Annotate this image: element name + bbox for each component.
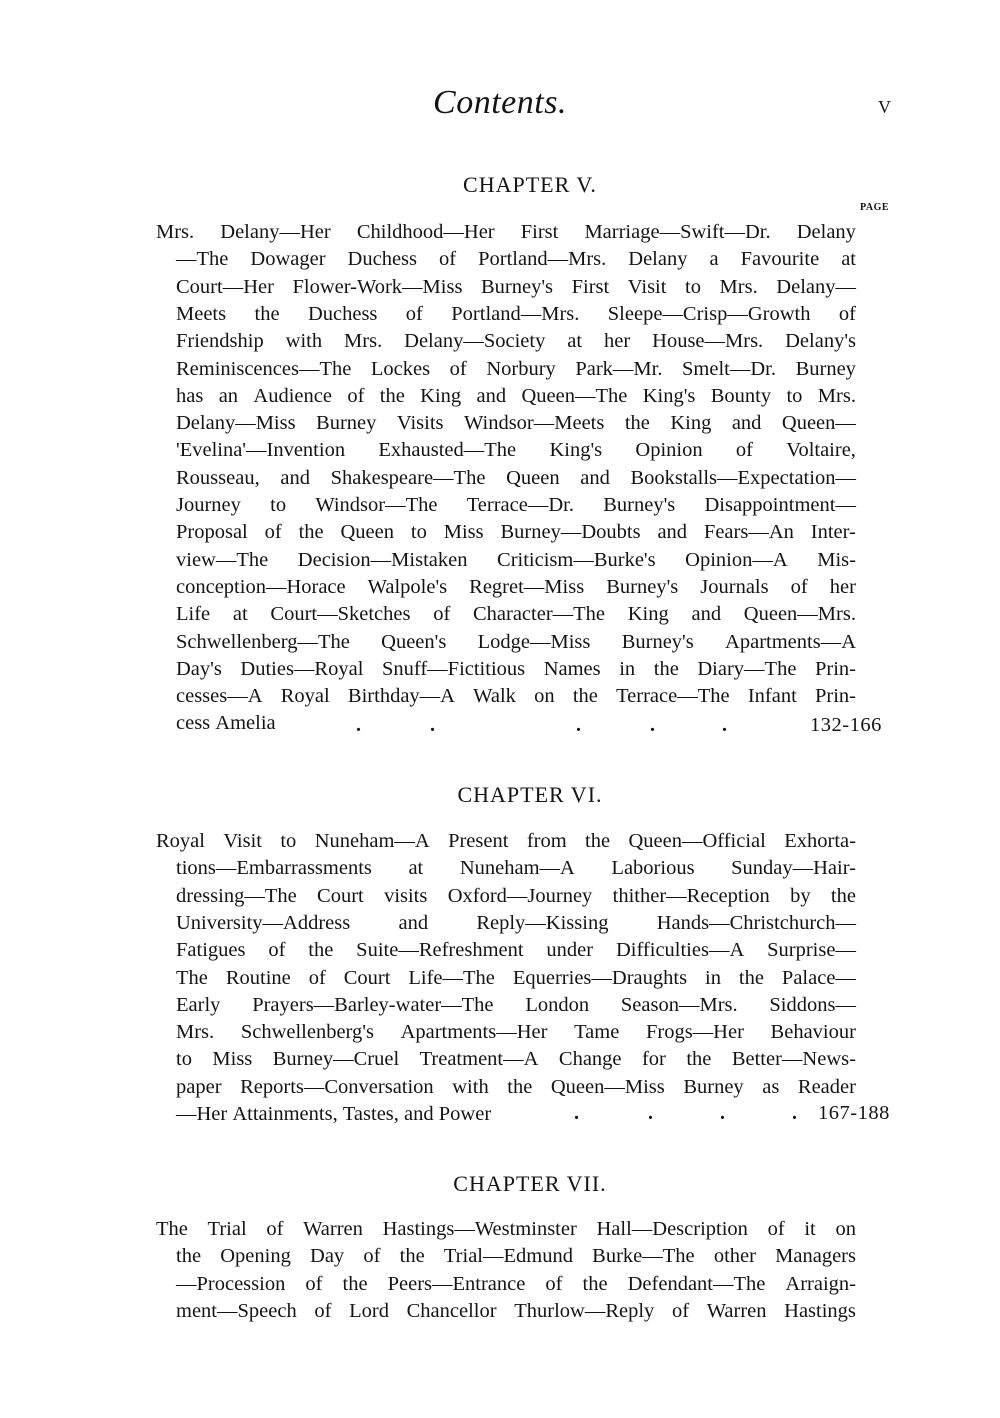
running-head-title: Contents. [433, 84, 567, 121]
summary-line: tions—Embarrassments at Nuneham—A Laborious Sunday—Hair- [176, 857, 856, 880]
leader-dot: . [722, 714, 727, 736]
summary-line: 'Evelina'—Invention Exhausted—The King's Opinion of Voltaire, [176, 439, 856, 462]
summary-line: has an Audience of the King and Queen—The King's Bounty to Mrs. [176, 384, 856, 407]
leader-dot: . [430, 714, 435, 736]
page-range: 132-166 [810, 714, 882, 736]
chapter-heading: CHAPTER VI. [457, 782, 603, 807]
leader-dot: . [356, 714, 361, 736]
summary-line: Journey to Windsor—The Terrace—Dr. Burney's Disappointment— [176, 494, 856, 516]
summary-line: to Miss Burney—Cruel Treatment—A Change for the Better—News- [176, 1048, 856, 1071]
summary-line: Schwellenberg—The Queen's Lodge—Miss Burney's Apartments—A [176, 630, 856, 653]
page-column-label: PAGE [860, 202, 890, 213]
summary-line: Early Prayers—Barley-water—The London Season—Mrs. Siddons— [176, 993, 856, 1016]
summary-line: view—The Decision—Mistaken Criticism—Burke's Opinion—A Mis- [176, 548, 856, 571]
summary-line: ment—Speech of Lord Chancellor Thurlow—Reply of Warren Hastings [176, 1299, 856, 1322]
leader-dot: . [792, 1102, 797, 1124]
summary-line: Life at Court—Sketches of Character—The King and Queen—Mrs. [176, 603, 856, 626]
summary-line: Mrs. Delany—Her Childhood—Her First Marriage—Swift—Dr. Delany [156, 221, 856, 243]
summary-line: —Her Attainments, Tastes, and Power [176, 1103, 492, 1125]
leader-dot: . [720, 1102, 725, 1124]
summary-line: —Procession of the Peers—Entrance of the Defendant—The Arraign- [176, 1272, 856, 1295]
summary-line: Meets the Duchess of Portland—Mrs. Sleepe—Crisp—Growth of [176, 302, 856, 325]
summary-line: Day's Duties—Royal Snuff—Fictitious Names in the Diary—The Prin- [176, 657, 856, 680]
summary-line: paper Reports—Conversation with the Queen—Miss Burney as Reader [176, 1075, 856, 1098]
leader-dot: . [574, 1102, 579, 1124]
summary-line: The Routine of Court Life—The Equerries—Draughts in the Palace— [176, 966, 856, 989]
chapter-heading: CHAPTER V. [463, 172, 597, 197]
page-range: 167-188 [818, 1102, 890, 1124]
summary-line: Rousseau, and Shakespeare—The Queen and Bookstalls—Expectation— [176, 466, 856, 489]
summary-line: cesses—A Royal Birthday—A Walk on the Terrace—The Infant Prin- [176, 685, 856, 708]
summary-line: Proposal of the Queen to Miss Burney—Doubts and Fears—An Inter- [176, 521, 856, 544]
page-number: v [878, 90, 891, 119]
leader-dot: . [650, 714, 655, 736]
summary-line: Mrs. Schwellenberg's Apartments—Her Tame Frogs—Her Behaviour [176, 1021, 856, 1044]
summary-line: cess Amelia [176, 712, 276, 735]
summary-line: Fatigues of the Suite—Refreshment under Difficulties—A Surprise— [176, 939, 856, 962]
summary-line: dressing—The Court visits Oxford—Journey thither—Reception by the [176, 884, 856, 907]
summary-line: —The Dowager Duchess of Portland—Mrs. Delany a Favourite at [176, 248, 856, 271]
leader-dot: . [576, 714, 581, 736]
summary-line: Reminiscences—The Lockes of Norbury Park—Mr. Smelt—Dr. Burney [176, 357, 856, 380]
summary-line: The Trial of Warren Hastings—Westminster Hall—Description of it on [156, 1218, 856, 1240]
summary-line: Royal Visit to Nuneham—A Present from the Queen—Official Exhorta- [156, 830, 856, 852]
summary-line: University—Address and Reply—Kissing Hands—Christchurch— [176, 911, 856, 934]
summary-line: Delany—Miss Burney Visits Windsor—Meets the King and Queen— [176, 412, 856, 435]
chapter-heading: CHAPTER VII. [453, 1171, 607, 1196]
leader-dot: . [648, 1102, 653, 1124]
summary-line: conception—Horace Walpole's Regret—Miss Burney's Journals of her [176, 575, 856, 598]
summary-line: Court—Her Flower-Work—Miss Burney's First Visit to Mrs. Delany— [176, 275, 856, 298]
summary-line: Friendship with Mrs. Delany—Society at her House—Mrs. Delany's [176, 330, 856, 353]
summary-line: the Opening Day of the Trial—Edmund Burke—The other Managers [176, 1245, 856, 1268]
